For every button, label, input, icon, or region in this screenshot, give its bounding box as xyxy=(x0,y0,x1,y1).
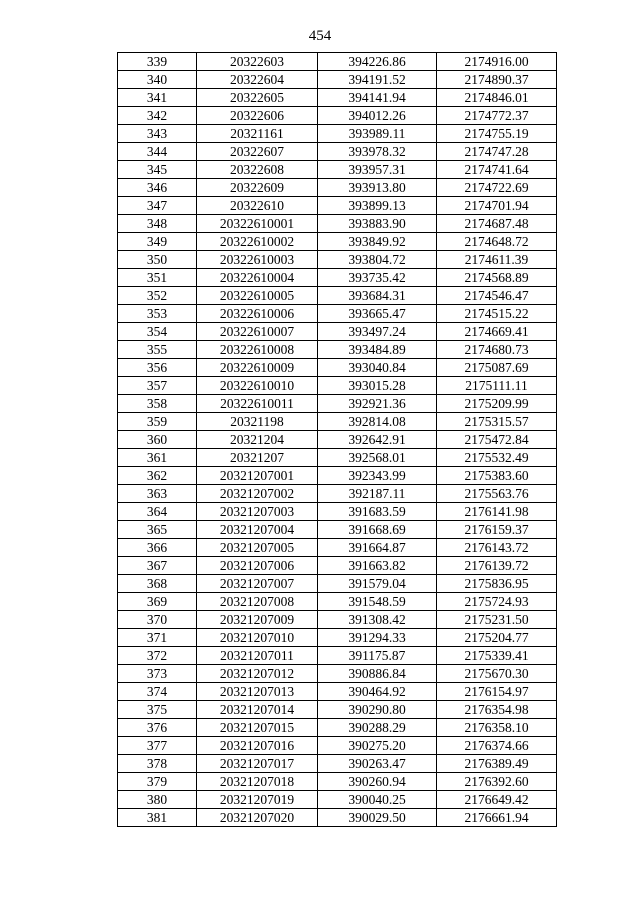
x-coordinate-cell: 393989.11 xyxy=(318,125,437,143)
x-coordinate-cell: 392921.36 xyxy=(318,395,437,413)
table-row xyxy=(118,701,557,719)
point-code-cell: 20321207004 xyxy=(197,521,318,539)
table-row xyxy=(118,683,557,701)
row-index-cell: 371 xyxy=(118,629,197,647)
y-coordinate-cell: 2174687.48 xyxy=(437,215,557,233)
x-coordinate-cell: 390029.50 xyxy=(318,809,437,827)
x-coordinate-cell: 391308.42 xyxy=(318,611,437,629)
x-coordinate-cell: 391579.04 xyxy=(318,575,437,593)
point-code-cell: 20321207012 xyxy=(197,665,318,683)
point-code-cell: 20321207011 xyxy=(197,647,318,665)
y-coordinate-cell: 2174772.37 xyxy=(437,107,557,125)
row-index-cell: 364 xyxy=(118,503,197,521)
point-code-cell: 20321161 xyxy=(197,125,318,143)
row-index-cell: 370 xyxy=(118,611,197,629)
y-coordinate-cell: 2175315.57 xyxy=(437,413,557,431)
y-coordinate-cell: 2175532.49 xyxy=(437,449,557,467)
point-code-cell: 20321207013 xyxy=(197,683,318,701)
table-row xyxy=(118,323,557,341)
y-coordinate-cell: 2175087.69 xyxy=(437,359,557,377)
y-coordinate-cell: 2175836.95 xyxy=(437,575,557,593)
row-index-cell: 376 xyxy=(118,719,197,737)
x-coordinate-cell: 394226.86 xyxy=(318,53,437,71)
x-coordinate-cell: 392343.99 xyxy=(318,467,437,485)
x-coordinate-cell: 393804.72 xyxy=(318,251,437,269)
row-index-cell: 366 xyxy=(118,539,197,557)
point-code-cell: 20321207 xyxy=(197,449,318,467)
x-coordinate-cell: 390886.84 xyxy=(318,665,437,683)
table-row xyxy=(118,197,557,215)
row-index-cell: 369 xyxy=(118,593,197,611)
table-row xyxy=(118,791,557,809)
row-index-cell: 347 xyxy=(118,197,197,215)
table-row xyxy=(118,395,557,413)
table-row xyxy=(118,71,557,89)
x-coordinate-cell: 393684.31 xyxy=(318,287,437,305)
row-index-cell: 362 xyxy=(118,467,197,485)
x-coordinate-cell: 393497.24 xyxy=(318,323,437,341)
x-coordinate-cell: 393015.28 xyxy=(318,377,437,395)
x-coordinate-cell: 393484.89 xyxy=(318,341,437,359)
y-coordinate-cell: 2174747.28 xyxy=(437,143,557,161)
y-coordinate-cell: 2176661.94 xyxy=(437,809,557,827)
y-coordinate-cell: 2176154.97 xyxy=(437,683,557,701)
point-code-cell: 20321207020 xyxy=(197,809,318,827)
table-row xyxy=(118,593,557,611)
table-row xyxy=(118,377,557,395)
table-row xyxy=(118,215,557,233)
y-coordinate-cell: 2175339.41 xyxy=(437,647,557,665)
x-coordinate-cell: 394191.52 xyxy=(318,71,437,89)
x-coordinate-cell: 392568.01 xyxy=(318,449,437,467)
row-index-cell: 358 xyxy=(118,395,197,413)
table-row xyxy=(118,53,557,71)
point-code-cell: 20322610006 xyxy=(197,305,318,323)
table-row xyxy=(118,359,557,377)
point-code-cell: 20322610009 xyxy=(197,359,318,377)
table-row xyxy=(118,179,557,197)
point-code-cell: 20322610002 xyxy=(197,233,318,251)
point-code-cell: 20321207002 xyxy=(197,485,318,503)
point-code-cell: 20322610 xyxy=(197,197,318,215)
x-coordinate-cell: 393665.47 xyxy=(318,305,437,323)
x-coordinate-cell: 391548.59 xyxy=(318,593,437,611)
y-coordinate-cell: 2176358.10 xyxy=(437,719,557,737)
row-index-cell: 378 xyxy=(118,755,197,773)
y-coordinate-cell: 2176649.42 xyxy=(437,791,557,809)
row-index-cell: 354 xyxy=(118,323,197,341)
table-row xyxy=(118,737,557,755)
row-index-cell: 340 xyxy=(118,71,197,89)
x-coordinate-cell: 394141.94 xyxy=(318,89,437,107)
point-code-cell: 20321198 xyxy=(197,413,318,431)
y-coordinate-cell: 2176141.98 xyxy=(437,503,557,521)
row-index-cell: 341 xyxy=(118,89,197,107)
y-coordinate-cell: 2175209.99 xyxy=(437,395,557,413)
y-coordinate-cell: 2174669.41 xyxy=(437,323,557,341)
table-row xyxy=(118,233,557,251)
row-index-cell: 381 xyxy=(118,809,197,827)
row-index-cell: 350 xyxy=(118,251,197,269)
point-code-cell: 20322608 xyxy=(197,161,318,179)
point-code-cell: 20322609 xyxy=(197,179,318,197)
table-row xyxy=(118,521,557,539)
table-row xyxy=(118,107,557,125)
x-coordinate-cell: 393849.92 xyxy=(318,233,437,251)
row-index-cell: 368 xyxy=(118,575,197,593)
y-coordinate-cell: 2174890.37 xyxy=(437,71,557,89)
table-row xyxy=(118,287,557,305)
x-coordinate-cell: 391663.82 xyxy=(318,557,437,575)
point-code-cell: 20321207001 xyxy=(197,467,318,485)
x-coordinate-cell: 392814.08 xyxy=(318,413,437,431)
point-code-cell: 20321207009 xyxy=(197,611,318,629)
point-code-cell: 20321207005 xyxy=(197,539,318,557)
y-coordinate-cell: 2174741.64 xyxy=(437,161,557,179)
coordinates-table-body xyxy=(118,53,557,827)
point-code-cell: 20322604 xyxy=(197,71,318,89)
page-number: 454 xyxy=(308,28,332,44)
row-index-cell: 339 xyxy=(118,53,197,71)
table-row xyxy=(118,143,557,161)
row-index-cell: 379 xyxy=(118,773,197,791)
row-index-cell: 359 xyxy=(118,413,197,431)
x-coordinate-cell: 392642.91 xyxy=(318,431,437,449)
y-coordinate-cell: 2174722.69 xyxy=(437,179,557,197)
row-index-cell: 375 xyxy=(118,701,197,719)
point-code-cell: 20322610003 xyxy=(197,251,318,269)
row-index-cell: 344 xyxy=(118,143,197,161)
row-index-cell: 365 xyxy=(118,521,197,539)
y-coordinate-cell: 2174546.47 xyxy=(437,287,557,305)
y-coordinate-cell: 2175563.76 xyxy=(437,485,557,503)
row-index-cell: 363 xyxy=(118,485,197,503)
y-coordinate-cell: 2174701.94 xyxy=(437,197,557,215)
table-row xyxy=(118,647,557,665)
x-coordinate-cell: 390464.92 xyxy=(318,683,437,701)
point-code-cell: 20321207006 xyxy=(197,557,318,575)
point-code-cell: 20321207015 xyxy=(197,719,318,737)
x-coordinate-cell: 393040.84 xyxy=(318,359,437,377)
point-code-cell: 20322610007 xyxy=(197,323,318,341)
y-coordinate-cell: 2176354.98 xyxy=(437,701,557,719)
x-coordinate-cell: 390290.80 xyxy=(318,701,437,719)
point-code-cell: 20322605 xyxy=(197,89,318,107)
y-coordinate-cell: 2174680.73 xyxy=(437,341,557,359)
point-code-cell: 20321207016 xyxy=(197,737,318,755)
row-index-cell: 356 xyxy=(118,359,197,377)
x-coordinate-cell: 393978.32 xyxy=(318,143,437,161)
point-code-cell: 20322610008 xyxy=(197,341,318,359)
y-coordinate-cell: 2176143.72 xyxy=(437,539,557,557)
row-index-cell: 348 xyxy=(118,215,197,233)
table-row xyxy=(118,305,557,323)
table-row xyxy=(118,755,557,773)
table-row xyxy=(118,431,557,449)
y-coordinate-cell: 2174568.89 xyxy=(437,269,557,287)
y-coordinate-cell: 2176159.37 xyxy=(437,521,557,539)
point-code-cell: 20321207008 xyxy=(197,593,318,611)
table-row xyxy=(118,503,557,521)
x-coordinate-cell: 391683.59 xyxy=(318,503,437,521)
table-row xyxy=(118,413,557,431)
row-index-cell: 355 xyxy=(118,341,197,359)
y-coordinate-cell: 2175111.11 xyxy=(437,377,557,395)
point-code-cell: 20322610005 xyxy=(197,287,318,305)
x-coordinate-cell: 391668.69 xyxy=(318,521,437,539)
x-coordinate-cell: 390263.47 xyxy=(318,755,437,773)
table-row xyxy=(118,449,557,467)
x-coordinate-cell: 392187.11 xyxy=(318,485,437,503)
point-code-cell: 20322610010 xyxy=(197,377,318,395)
row-index-cell: 345 xyxy=(118,161,197,179)
coordinates-table xyxy=(117,52,557,827)
point-code-cell: 20321207010 xyxy=(197,629,318,647)
x-coordinate-cell: 390288.29 xyxy=(318,719,437,737)
point-code-cell: 20321207019 xyxy=(197,791,318,809)
y-coordinate-cell: 2175724.93 xyxy=(437,593,557,611)
table-row xyxy=(118,467,557,485)
point-code-cell: 20321207007 xyxy=(197,575,318,593)
x-coordinate-cell: 393957.31 xyxy=(318,161,437,179)
row-index-cell: 360 xyxy=(118,431,197,449)
table-row xyxy=(118,89,557,107)
y-coordinate-cell: 2175472.84 xyxy=(437,431,557,449)
x-coordinate-cell: 393913.80 xyxy=(318,179,437,197)
row-index-cell: 377 xyxy=(118,737,197,755)
point-code-cell: 20321207017 xyxy=(197,755,318,773)
x-coordinate-cell: 393883.90 xyxy=(318,215,437,233)
table-row xyxy=(118,251,557,269)
row-index-cell: 373 xyxy=(118,665,197,683)
x-coordinate-cell: 390260.94 xyxy=(318,773,437,791)
point-code-cell: 20322610011 xyxy=(197,395,318,413)
y-coordinate-cell: 2175204.77 xyxy=(437,629,557,647)
row-index-cell: 372 xyxy=(118,647,197,665)
row-index-cell: 346 xyxy=(118,179,197,197)
y-coordinate-cell: 2174648.72 xyxy=(437,233,557,251)
table-row xyxy=(118,629,557,647)
point-code-cell: 20321207018 xyxy=(197,773,318,791)
row-index-cell: 380 xyxy=(118,791,197,809)
point-code-cell: 20321207003 xyxy=(197,503,318,521)
x-coordinate-cell: 391294.33 xyxy=(318,629,437,647)
y-coordinate-cell: 2175231.50 xyxy=(437,611,557,629)
x-coordinate-cell: 391175.87 xyxy=(318,647,437,665)
row-index-cell: 353 xyxy=(118,305,197,323)
row-index-cell: 349 xyxy=(118,233,197,251)
x-coordinate-cell: 391664.87 xyxy=(318,539,437,557)
table-row xyxy=(118,269,557,287)
point-code-cell: 20322603 xyxy=(197,53,318,71)
x-coordinate-cell: 393899.13 xyxy=(318,197,437,215)
table-row xyxy=(118,539,557,557)
row-index-cell: 343 xyxy=(118,125,197,143)
y-coordinate-cell: 2174755.19 xyxy=(437,125,557,143)
row-index-cell: 361 xyxy=(118,449,197,467)
y-coordinate-cell: 2175383.60 xyxy=(437,467,557,485)
y-coordinate-cell: 2176139.72 xyxy=(437,557,557,575)
point-code-cell: 20322607 xyxy=(197,143,318,161)
y-coordinate-cell: 2174515.22 xyxy=(437,305,557,323)
table-row xyxy=(118,719,557,737)
table-row xyxy=(118,809,557,827)
y-coordinate-cell: 2174916.00 xyxy=(437,53,557,71)
point-code-cell: 20322610004 xyxy=(197,269,318,287)
row-index-cell: 357 xyxy=(118,377,197,395)
table-row xyxy=(118,773,557,791)
x-coordinate-cell: 390040.25 xyxy=(318,791,437,809)
point-code-cell: 20321207014 xyxy=(197,701,318,719)
x-coordinate-cell: 394012.26 xyxy=(318,107,437,125)
point-code-cell: 20322610001 xyxy=(197,215,318,233)
table-row xyxy=(118,485,557,503)
table-row xyxy=(118,125,557,143)
row-index-cell: 351 xyxy=(118,269,197,287)
table-row xyxy=(118,341,557,359)
row-index-cell: 374 xyxy=(118,683,197,701)
y-coordinate-cell: 2176374.66 xyxy=(437,737,557,755)
x-coordinate-cell: 390275.20 xyxy=(318,737,437,755)
x-coordinate-cell: 393735.42 xyxy=(318,269,437,287)
table-row xyxy=(118,575,557,593)
table-row xyxy=(118,161,557,179)
point-code-cell: 20321204 xyxy=(197,431,318,449)
point-code-cell: 20322606 xyxy=(197,107,318,125)
y-coordinate-cell: 2176389.49 xyxy=(437,755,557,773)
row-index-cell: 342 xyxy=(118,107,197,125)
y-coordinate-cell: 2176392.60 xyxy=(437,773,557,791)
table-row xyxy=(118,611,557,629)
row-index-cell: 367 xyxy=(118,557,197,575)
y-coordinate-cell: 2175670.30 xyxy=(437,665,557,683)
row-index-cell: 352 xyxy=(118,287,197,305)
y-coordinate-cell: 2174846.01 xyxy=(437,89,557,107)
table-row xyxy=(118,557,557,575)
y-coordinate-cell: 2174611.39 xyxy=(437,251,557,269)
table-row xyxy=(118,665,557,683)
